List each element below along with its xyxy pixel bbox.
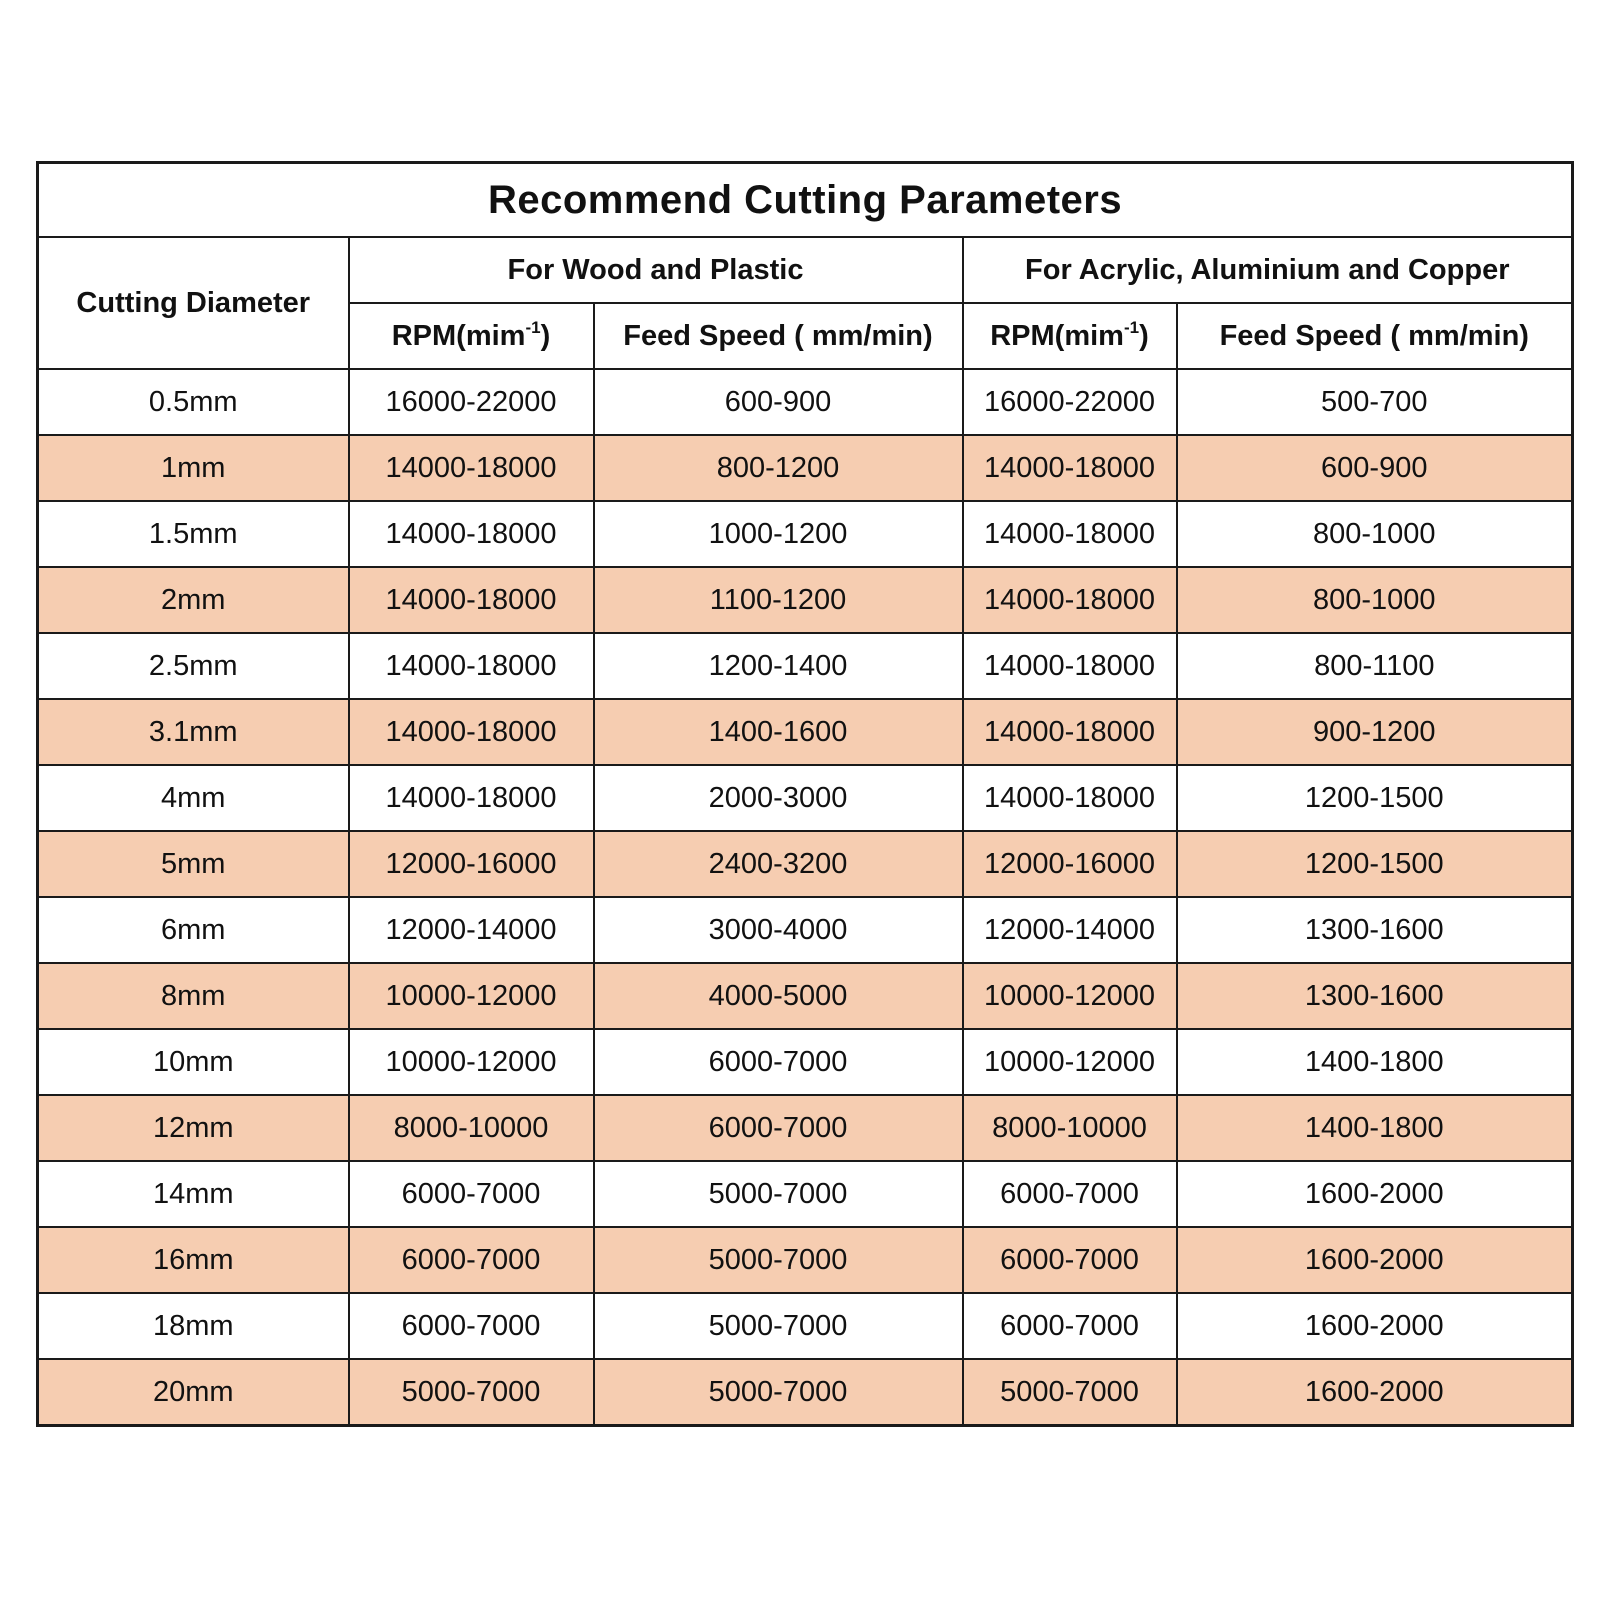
wood-rpm-cell: 14000-18000 <box>349 765 594 831</box>
table-row <box>38 1029 1573 1095</box>
metal-rpm-cell: 6000-7000 <box>963 1293 1177 1359</box>
metal-rpm-cell: 14000-18000 <box>963 435 1177 501</box>
metal-rpm-cell: 8000-10000 <box>963 1095 1177 1161</box>
table-row <box>38 633 1573 699</box>
diameter-cell: 4mm <box>38 765 349 831</box>
table-title: Recommend Cutting Parameters <box>38 163 1573 238</box>
table-row <box>38 897 1573 963</box>
metal-rpm-cell: 14000-18000 <box>963 765 1177 831</box>
cutting-parameters-table <box>36 161 1574 1427</box>
metal-feed-cell: 900-1200 <box>1177 699 1573 765</box>
metal-feed-cell: 1200-1500 <box>1177 765 1573 831</box>
wood-rpm-cell: 6000-7000 <box>349 1161 594 1227</box>
metal-feed-cell: 1400-1800 <box>1177 1029 1573 1095</box>
metal-feed-cell: 800-1000 <box>1177 501 1573 567</box>
group-header-metal: For Acrylic, Aluminium and Copper <box>963 237 1573 303</box>
metal-rpm-cell: 14000-18000 <box>963 501 1177 567</box>
wood-feed-cell: 1200-1400 <box>594 633 963 699</box>
diameter-cell: 0.5mm <box>38 369 349 435</box>
table-row <box>38 1359 1573 1426</box>
metal-feed-cell: 800-1000 <box>1177 567 1573 633</box>
table-row <box>38 435 1573 501</box>
wood-rpm-cell: 14000-18000 <box>349 501 594 567</box>
diameter-cell: 12mm <box>38 1095 349 1161</box>
metal-rpm-cell: 14000-18000 <box>963 567 1177 633</box>
diameter-cell: 5mm <box>38 831 349 897</box>
diameter-cell: 3.1mm <box>38 699 349 765</box>
wood-feed-cell: 1100-1200 <box>594 567 963 633</box>
metal-feed-cell: 1400-1800 <box>1177 1095 1573 1161</box>
wood-rpm-cell: 14000-18000 <box>349 567 594 633</box>
wood-feed-cell: 5000-7000 <box>594 1227 963 1293</box>
wood-rpm-header: RPM(mim$^{-1}$) <box>349 303 594 369</box>
metal-rpm-header: RPM(mim$^{-1}$) <box>963 303 1177 369</box>
diameter-cell: 1mm <box>38 435 349 501</box>
metal-feed-cell: 1300-1600 <box>1177 897 1573 963</box>
table-body <box>38 369 1573 1426</box>
wood-feed-cell: 5000-7000 <box>594 1359 963 1426</box>
metal-feed-cell: 800-1100 <box>1177 633 1573 699</box>
table-row <box>38 831 1573 897</box>
diameter-cell: 8mm <box>38 963 349 1029</box>
wood-rpm-cell: 8000-10000 <box>349 1095 594 1161</box>
metal-rpm-cell: 10000-12000 <box>963 1029 1177 1095</box>
wood-rpm-cell: 14000-18000 <box>349 633 594 699</box>
wood-feed-cell: 6000-7000 <box>594 1095 963 1161</box>
table-row <box>38 1293 1573 1359</box>
wood-rpm-cell: 12000-16000 <box>349 831 594 897</box>
metal-rpm-cell: 14000-18000 <box>963 633 1177 699</box>
wood-rpm-cell: 6000-7000 <box>349 1293 594 1359</box>
metal-rpm-cell: 6000-7000 <box>963 1227 1177 1293</box>
metal-feed-cell: 500-700 <box>1177 369 1573 435</box>
wood-rpm-cell: 12000-14000 <box>349 897 594 963</box>
wood-feed-cell: 2400-3200 <box>594 831 963 897</box>
wood-feed-cell: 5000-7000 <box>594 1161 963 1227</box>
metal-feed-cell: 1600-2000 <box>1177 1227 1573 1293</box>
wood-feed-header: Feed Speed ( mm/min) <box>594 303 963 369</box>
metal-rpm-cell: 12000-16000 <box>963 831 1177 897</box>
diameter-cell: 2.5mm <box>38 633 349 699</box>
diameter-cell: 18mm <box>38 1293 349 1359</box>
diameter-cell: 20mm <box>38 1359 349 1426</box>
wood-feed-cell: 6000-7000 <box>594 1029 963 1095</box>
diameter-cell: 2mm <box>38 567 349 633</box>
table-row <box>38 765 1573 831</box>
metal-feed-cell: 1600-2000 <box>1177 1161 1573 1227</box>
wood-feed-cell: 1400-1600 <box>594 699 963 765</box>
wood-rpm-cell: 6000-7000 <box>349 1227 594 1293</box>
metal-feed-header: Feed Speed ( mm/min) <box>1177 303 1573 369</box>
metal-rpm-cell: 10000-12000 <box>963 963 1177 1029</box>
metal-rpm-cell: 5000-7000 <box>963 1359 1177 1426</box>
diameter-cell: 1.5mm <box>38 501 349 567</box>
wood-rpm-cell: 10000-12000 <box>349 1029 594 1095</box>
wood-rpm-cell: 5000-7000 <box>349 1359 594 1426</box>
metal-feed-cell: 1200-1500 <box>1177 831 1573 897</box>
table-row <box>38 369 1573 435</box>
metal-rpm-cell: 14000-18000 <box>963 699 1177 765</box>
table-row <box>38 567 1573 633</box>
wood-feed-cell: 1000-1200 <box>594 501 963 567</box>
wood-rpm-cell: 14000-18000 <box>349 699 594 765</box>
table-row <box>38 501 1573 567</box>
diameter-cell: 16mm <box>38 1227 349 1293</box>
metal-rpm-cell: 16000-22000 <box>963 369 1177 435</box>
wood-feed-cell: 3000-4000 <box>594 897 963 963</box>
metal-feed-cell: 1600-2000 <box>1177 1293 1573 1359</box>
wood-feed-cell: 600-900 <box>594 369 963 435</box>
wood-feed-cell: 800-1200 <box>594 435 963 501</box>
group-header-wood: For Wood and Plastic <box>349 237 963 303</box>
table-row <box>38 699 1573 765</box>
diameter-cell: 14mm <box>38 1161 349 1227</box>
table-row <box>38 1161 1573 1227</box>
table-row <box>38 1227 1573 1293</box>
metal-feed-cell: 1300-1600 <box>1177 963 1573 1029</box>
wood-rpm-cell: 16000-22000 <box>349 369 594 435</box>
wood-feed-cell: 4000-5000 <box>594 963 963 1029</box>
cutting-parameters-sheet <box>36 161 1571 1427</box>
cutting-diameter-header: Cutting Diameter <box>38 237 349 369</box>
wood-rpm-cell: 14000-18000 <box>349 435 594 501</box>
metal-feed-cell: 1600-2000 <box>1177 1359 1573 1426</box>
wood-feed-cell: 2000-3000 <box>594 765 963 831</box>
metal-feed-cell: 600-900 <box>1177 435 1573 501</box>
metal-rpm-cell: 6000-7000 <box>963 1161 1177 1227</box>
table-row <box>38 963 1573 1029</box>
wood-rpm-cell: 10000-12000 <box>349 963 594 1029</box>
diameter-cell: 10mm <box>38 1029 349 1095</box>
wood-feed-cell: 5000-7000 <box>594 1293 963 1359</box>
table-row <box>38 1095 1573 1161</box>
metal-rpm-cell: 12000-14000 <box>963 897 1177 963</box>
diameter-cell: 6mm <box>38 897 349 963</box>
